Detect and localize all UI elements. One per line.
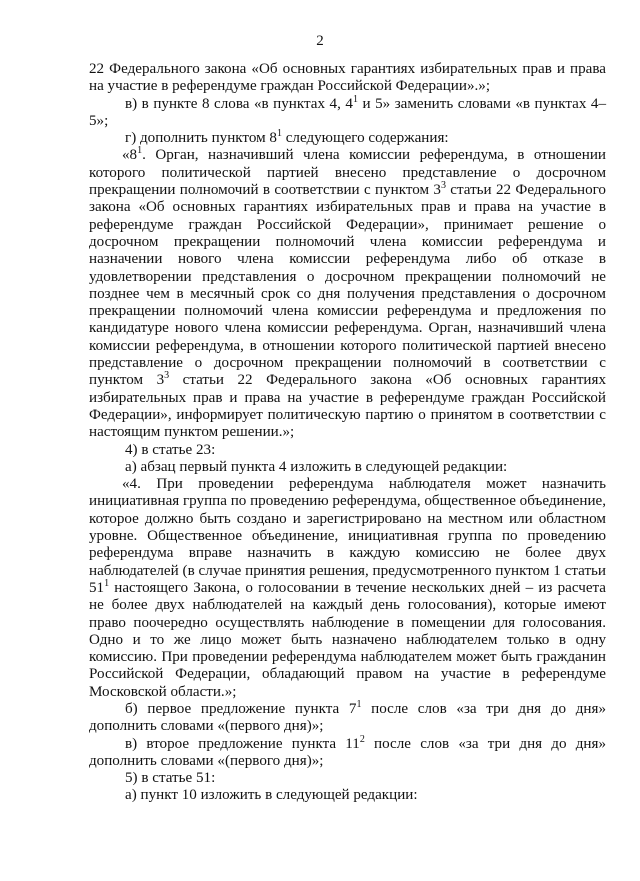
text-run: 5) в статье 51:: [125, 770, 216, 787]
text-run: и 5» заменить словами «в пунктах 4–5»;: [89, 95, 606, 129]
text-run: настоящего Закона, о голосовании в течение нескольких дней – из расчета не более двух наблюдателей на каждый день голосования), которые имеют право поочередно осуществлять наблюдение в помещении для голосования. Одно и то же лицо может быть назначено наблюдателем только в одну комиссию. При проведении референдума наблюдателем может быть гражданин Российской Федерации, обладающий правом на участие в референдуме Московской области.»;: [89, 579, 606, 700]
text-run: 22 Федерального закона «Об основных гарантиях избирательных прав и права на участие в референдуме граждан Российской Федерации».»;: [89, 61, 606, 95]
superscript: 1: [276, 128, 282, 140]
text-run: статьи 22 Федерального закона «Об основных гарантиях избирательных прав и права на участие в референдуме граждан Российской Федерации», принимает решение о досрочном прекращении полномочий члена комиссии референдума и назначении нового члена комиссии референдума либо об отказе в удовлетворении представления о досрочном прекращении полномочий не позднее чем в месячный срок со дня получения представления о досрочном прекращении полномочий члена комиссии референдума и предложения по кандидатуре нового члена комиссии референдума. Орган, назначивший члена комиссии референдума, в отношении которого политической партией внесено представление о досрочном прекращении полномочий в соответствии с пунктом 3: [89, 182, 606, 389]
text-run: после слов «за три дня до дня» дополнить словами «(первого дня)»;: [89, 735, 606, 769]
paragraph: [89, 698, 606, 736]
paragraph: [89, 770, 606, 787]
paragraph: [89, 147, 606, 441]
paragraph: [89, 459, 606, 476]
text-run: «8: [122, 147, 138, 164]
text-run: в) в пункте 8 слова «в пунктах 4, 4: [125, 95, 353, 112]
superscript: 3: [440, 180, 446, 192]
paragraph: [89, 787, 606, 804]
document-body: [89, 61, 606, 805]
paragraph: [89, 130, 606, 147]
paragraph: [89, 93, 606, 131]
superscript: 1: [104, 577, 110, 589]
superscript: 1: [356, 698, 362, 710]
text-run: после слов «за три дня до дня» дополнить словами «(первого дня)»;: [89, 700, 606, 735]
text-run: а) пункт 10 изложить в следующей редакции:: [125, 787, 418, 804]
text-run: а) абзац первый пункта 4 изложить в следующей редакции:: [125, 458, 508, 475]
page-number: 2: [316, 33, 324, 49]
text-run: «4. При проведении референдума наблюдателя может назначить инициативная группа по проведению референдума, общественное объединение, которое должно быть создано и зарегистрировано на местном или областном уровне. Общественное объединение, инициативная группа по проведению референдума вправе назначить в каждую комиссию не более двух наблюдателей (в случае принятия решения, предусмотренного пунктом 1 статьи 51: [89, 476, 606, 596]
superscript: 1: [352, 93, 358, 105]
text-run: следующего содержания:: [281, 130, 449, 147]
paragraph: [89, 733, 606, 771]
text-run: статьи 22 Федерального закона «Об основных гарантиях избирательных прав и права на участие в референдуме граждан Российской Федерации», информирует политическую партию о принятом в соответствии с настоящим пунктом решении.»;: [89, 372, 606, 441]
text-run: . Орган, назначивший члена комиссии референдума, в отношении которого политической партией внесено представление о досрочном прекращении полномочий в соответствии с пунктом 3: [89, 147, 606, 199]
text-run: в) второе предложение пункта 11: [125, 735, 360, 752]
superscript: 1: [137, 145, 143, 157]
text-run: б) первое предложение пункта 7: [125, 700, 357, 717]
paragraph: [89, 442, 606, 459]
paragraph: [89, 476, 606, 701]
text-run: 4) в статье 23:: [125, 441, 216, 458]
superscript: 3: [164, 370, 170, 382]
paragraph: [89, 61, 606, 96]
superscript: 2: [359, 733, 365, 745]
text-run: г) дополнить пунктом 8: [125, 130, 277, 147]
